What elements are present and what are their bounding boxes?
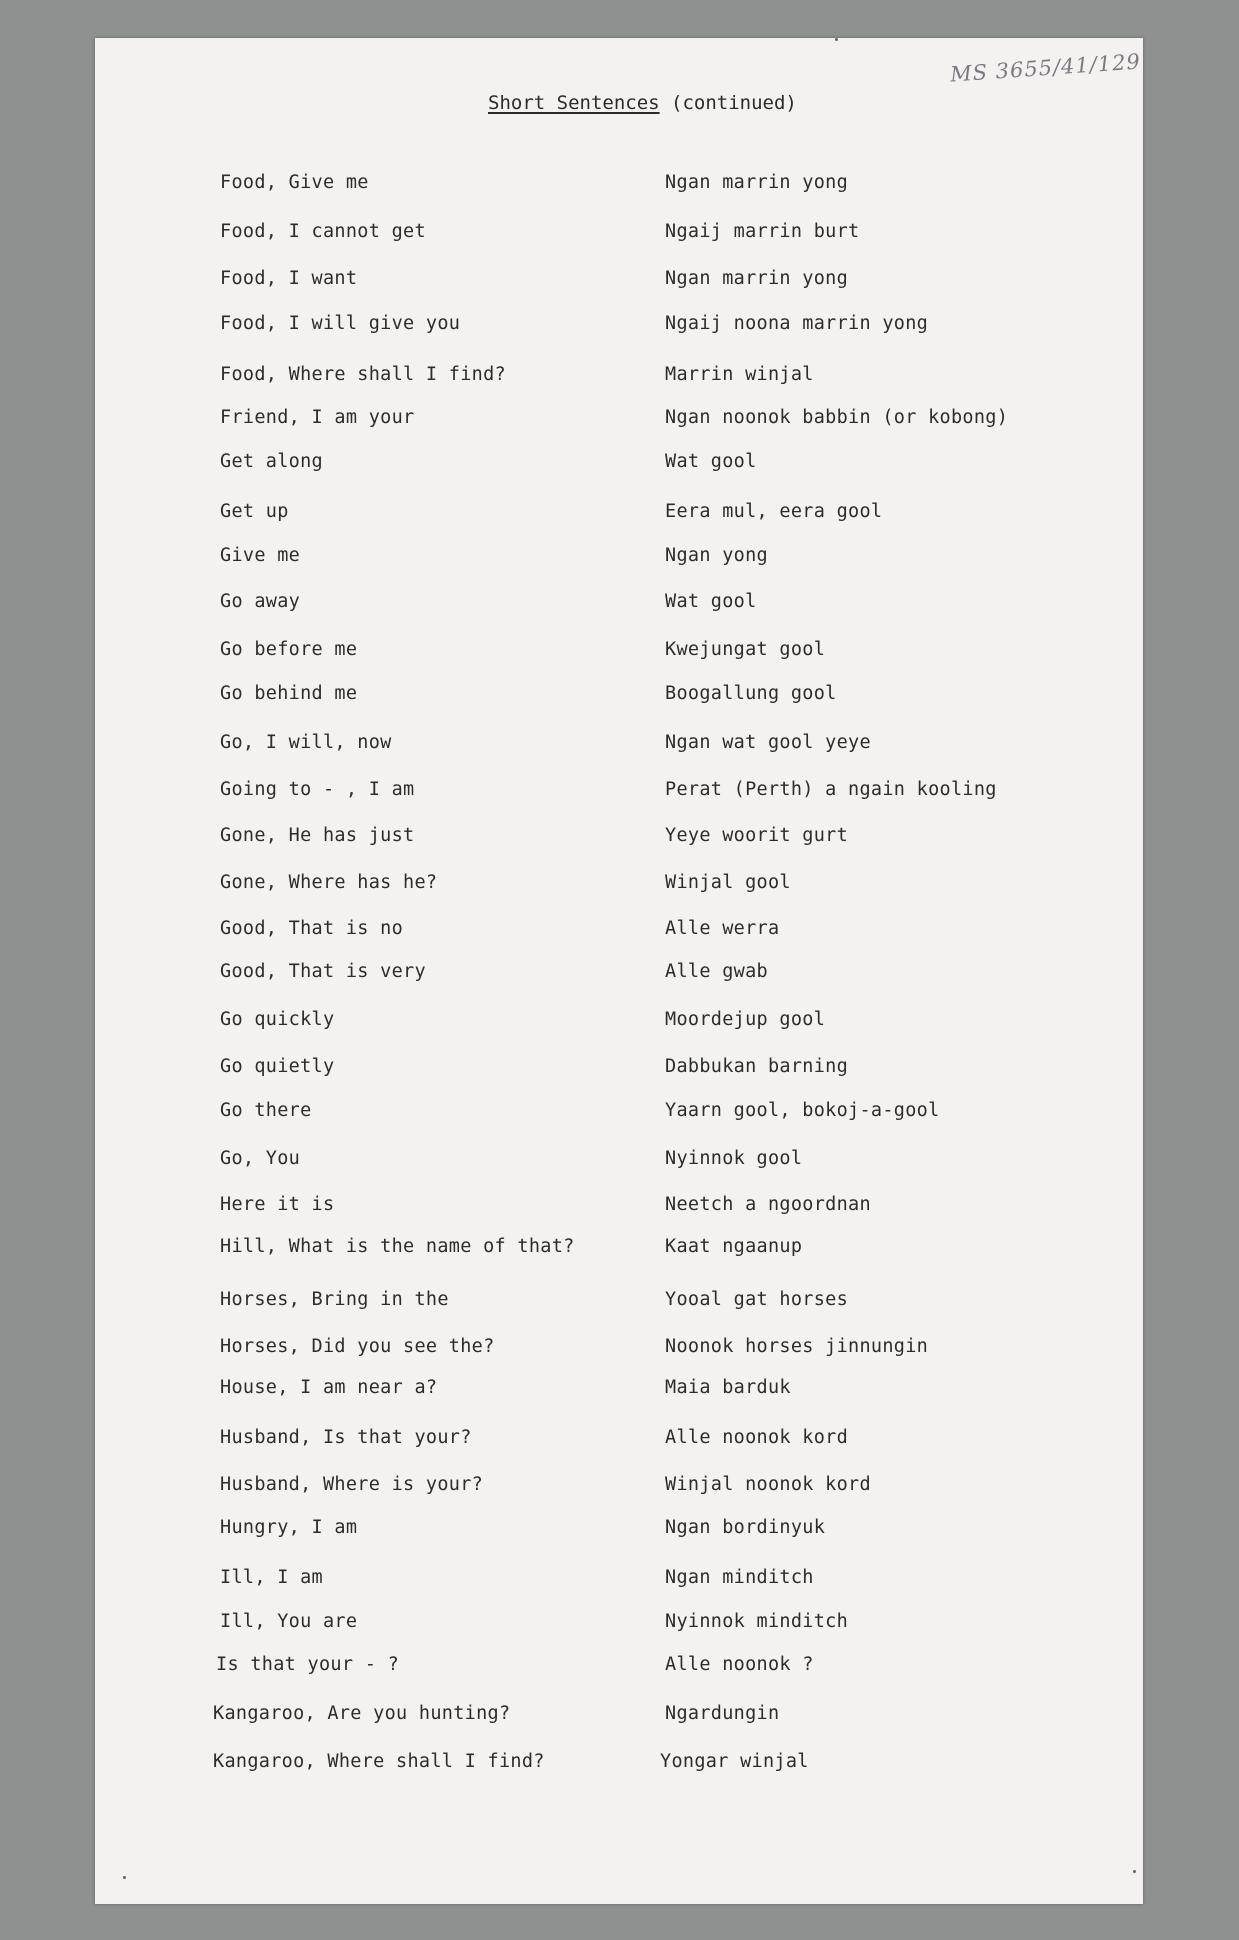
page-title xyxy=(488,92,797,114)
noongar-translation: Wat gool xyxy=(665,451,757,472)
sentence-row xyxy=(95,872,1143,898)
sentence-row xyxy=(95,1194,1143,1220)
sentence-row xyxy=(95,1056,1143,1082)
english-phrase: Food, I want xyxy=(220,268,358,289)
noongar-translation: Yongar winjal xyxy=(660,1751,809,1772)
english-phrase: Husband, Is that your? xyxy=(220,1427,472,1448)
english-phrase: Horses, Did you see the? xyxy=(220,1336,495,1357)
sentence-row xyxy=(95,1567,1143,1593)
noongar-translation: Wat gool xyxy=(665,591,757,612)
title-suffix: (continued) xyxy=(671,92,797,114)
noongar-translation: Alle gwab xyxy=(665,961,768,982)
english-phrase: Give me xyxy=(220,545,301,566)
title-heading: Short Sentences xyxy=(488,92,660,114)
paper-speck xyxy=(835,38,838,41)
noongar-translation: Ngan noonok babbin (or kobong) xyxy=(665,407,1009,428)
sentence-row xyxy=(95,1703,1143,1729)
sentence-row xyxy=(95,825,1143,851)
english-phrase: Go there xyxy=(220,1100,312,1121)
noongar-translation: Kwejungat gool xyxy=(665,639,826,660)
noongar-translation: Ngardungin xyxy=(665,1703,780,1724)
paper-speck xyxy=(1133,1870,1136,1873)
english-phrase: Go behind me xyxy=(220,683,358,704)
noongar-translation: Winjal noonok kord xyxy=(665,1474,871,1495)
document-page xyxy=(95,38,1143,1904)
sentence-row xyxy=(95,591,1143,617)
sentence-row xyxy=(95,501,1143,527)
sentence-row xyxy=(95,1474,1143,1500)
english-phrase: Friend, I am your xyxy=(220,407,415,428)
noongar-translation: Winjal gool xyxy=(665,872,791,893)
noongar-translation: Ngan marrin yong xyxy=(665,268,849,289)
english-phrase: Good, That is no xyxy=(220,918,404,939)
sentence-row xyxy=(95,268,1143,294)
english-phrase: Kangaroo, Are you hunting? xyxy=(213,1703,511,1724)
english-phrase: House, I am near a? xyxy=(220,1377,438,1398)
english-phrase: Ill, You are xyxy=(220,1611,358,1632)
english-phrase: Is that your - ? xyxy=(216,1654,400,1675)
sentence-row xyxy=(95,1751,1143,1777)
english-phrase: Go, You xyxy=(220,1148,301,1169)
english-phrase: Go quietly xyxy=(220,1056,335,1077)
sentence-row xyxy=(95,918,1143,944)
noongar-translation: Ngaij marrin burt xyxy=(665,221,860,242)
english-phrase: Food, Where shall I find? xyxy=(220,364,506,385)
sentence-row xyxy=(95,1289,1143,1315)
english-phrase: Food, I cannot get xyxy=(220,221,426,242)
noongar-translation: Boogallung gool xyxy=(665,683,837,704)
noongar-translation: Ngan yong xyxy=(665,545,768,566)
english-phrase: Go quickly xyxy=(220,1009,335,1030)
noongar-translation: Alle werra xyxy=(665,918,780,939)
sentence-row xyxy=(95,1100,1143,1126)
english-phrase: Go, I will, now xyxy=(220,732,392,753)
english-phrase: Husband, Where is your? xyxy=(220,1474,484,1495)
noongar-translation: Yaarn gool, bokoj-a-gool xyxy=(665,1100,940,1121)
paper-speck xyxy=(123,1876,126,1879)
english-phrase: Get along xyxy=(220,451,323,472)
noongar-translation: Perat (Perth) a ngain kooling xyxy=(665,779,997,800)
sentence-row xyxy=(95,451,1143,477)
english-phrase: Go away xyxy=(220,591,301,612)
noongar-translation: Ngan marrin yong xyxy=(665,172,849,193)
noongar-translation: Kaat ngaanup xyxy=(665,1236,803,1257)
noongar-translation: Nyinnok gool xyxy=(665,1148,803,1169)
english-phrase: Gone, Where has he? xyxy=(220,872,438,893)
noongar-translation: Ngan wat gool yeye xyxy=(665,732,871,753)
english-phrase: Kangaroo, Where shall I find? xyxy=(213,1751,545,1772)
sentence-row xyxy=(95,1427,1143,1453)
noongar-translation: Yooal gat horses xyxy=(665,1289,849,1310)
sentence-row xyxy=(95,364,1143,390)
english-phrase: Gone, He has just xyxy=(220,825,415,846)
sentence-row xyxy=(95,407,1143,433)
sentence-row xyxy=(95,683,1143,709)
english-phrase: Ill, I am xyxy=(220,1567,323,1588)
sentence-row xyxy=(95,172,1143,198)
english-phrase: Good, That is very xyxy=(220,961,426,982)
noongar-translation: Dabbukan barning xyxy=(665,1056,849,1077)
english-phrase: Hill, What is the name of that? xyxy=(220,1236,575,1257)
sentence-row xyxy=(95,961,1143,987)
sentence-row xyxy=(95,1517,1143,1543)
english-phrase: Horses, Bring in the xyxy=(220,1289,449,1310)
noongar-translation: Alle noonok kord xyxy=(665,1427,849,1448)
noongar-translation: Marrin winjal xyxy=(665,364,814,385)
sentence-row xyxy=(95,1654,1143,1680)
noongar-translation: Alle noonok ? xyxy=(665,1654,814,1675)
english-phrase: Here it is xyxy=(220,1194,335,1215)
noongar-translation: Eera mul, eera gool xyxy=(665,501,883,522)
noongar-translation: Moordejup gool xyxy=(665,1009,826,1030)
noongar-translation: Ngaij noona marrin yong xyxy=(665,313,929,334)
sentence-row xyxy=(95,1336,1143,1362)
sentence-row xyxy=(95,1377,1143,1403)
sentence-row xyxy=(95,732,1143,758)
manuscript-reference: MS 3655/41/129 xyxy=(949,49,1142,87)
english-phrase: Go before me xyxy=(220,639,358,660)
sentence-row xyxy=(95,1148,1143,1174)
noongar-translation: Ngan minditch xyxy=(665,1567,814,1588)
noongar-translation: Nyinnok minditch xyxy=(665,1611,849,1632)
sentence-row xyxy=(95,639,1143,665)
english-phrase: Get up xyxy=(220,501,289,522)
sentence-row xyxy=(95,779,1143,805)
sentence-row xyxy=(95,221,1143,247)
sentence-row xyxy=(95,1236,1143,1262)
sentence-row xyxy=(95,1009,1143,1035)
noongar-translation: Maia barduk xyxy=(665,1377,791,1398)
noongar-translation: Yeye woorit gurt xyxy=(665,825,849,846)
sentence-row xyxy=(95,1611,1143,1637)
noongar-translation: Neetch a ngoordnan xyxy=(665,1194,871,1215)
english-phrase: Food, I will give you xyxy=(220,313,461,334)
english-phrase: Hungry, I am xyxy=(220,1517,358,1538)
sentence-row xyxy=(95,313,1143,339)
sentence-row xyxy=(95,545,1143,571)
noongar-translation: Noonok horses jinnungin xyxy=(665,1336,929,1357)
noongar-translation: Ngan bordinyuk xyxy=(665,1517,826,1538)
english-phrase: Going to - , I am xyxy=(220,779,415,800)
english-phrase: Food, Give me xyxy=(220,172,369,193)
